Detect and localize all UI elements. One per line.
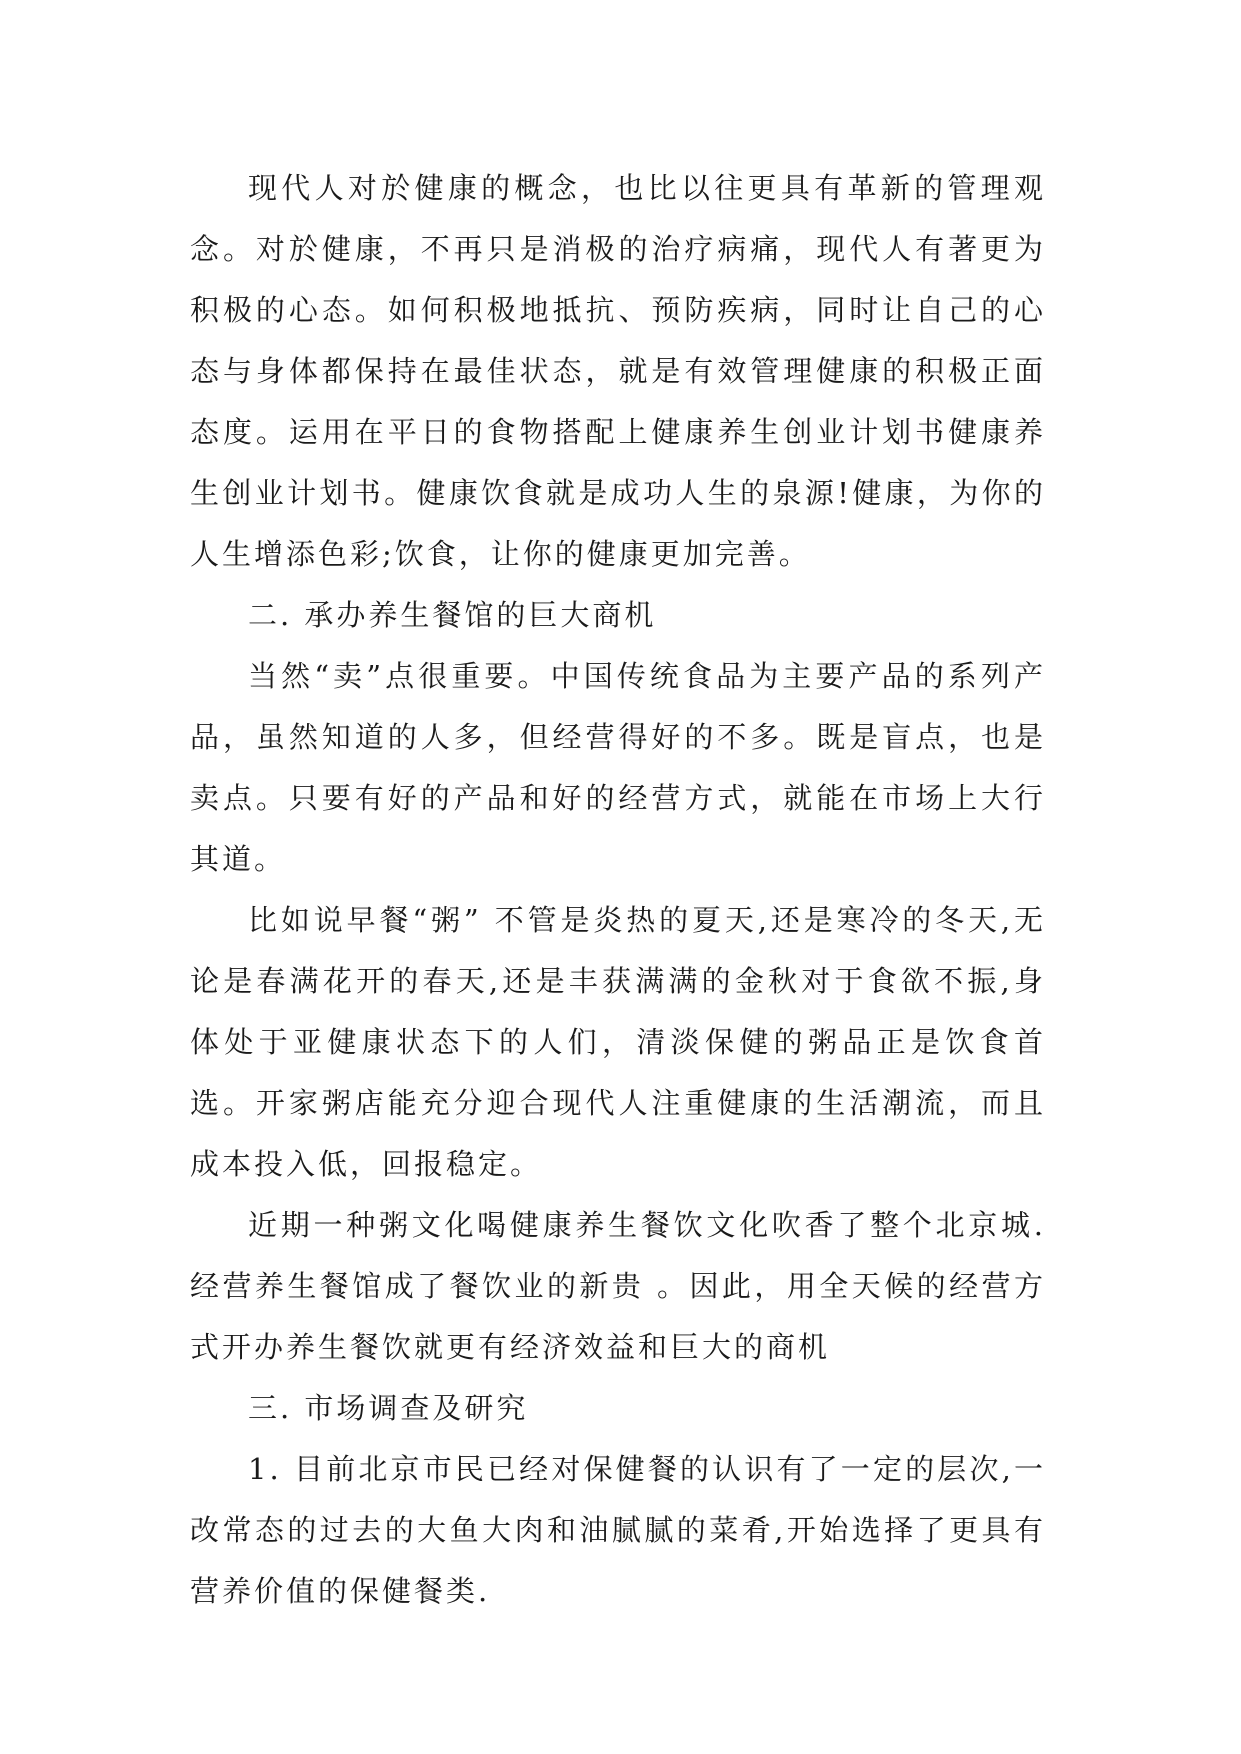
paragraph-market-point-1: 1. 目前北京市民已经对保健餐的认识有了一定的层次,一改常态的过去的大鱼大肉和油腻腻的菜肴,开始选择了更具有营养价值的保健餐类.: [190, 1452, 1046, 1608]
section-heading-business-opportunity: 二. 承办养生餐馆的巨大商机: [248, 598, 657, 632]
section-heading-market-research: 三. 市场调查及研究: [248, 1391, 529, 1425]
paragraph-selling-point: 当然“卖”点很重要。中国传统食品为主要产品的系列产品，虽然知道的人多，但经营得好的不多。既是盲点，也是卖点。只要有好的产品和好的经营方式，就能在市场上大行其道。: [190, 659, 1046, 876]
document-body: [190, 158, 1046, 1622]
paragraph-porridge-example: 比如说早餐“粥” 不管是炎热的夏天,还是寒冷的冬天,无论是春满花开的春天,还是丰获满满的金秋对于食欲不振,身体处于亚健康状态下的人们，清淡保健的粥品正是饮食首选。开家粥店能充分迎合现代人注重健康的生活潮流，而且成本投入低，回报稳定。: [190, 903, 1046, 1181]
paragraph-health-concept: 现代人对於健康的概念，也比以往更具有革新的管理观念。对於健康，不再只是消极的治疗病痛，现代人有著更为积极的心态。如何积极地抵抗、预防疾病，同时让自己的心态与身体都保持在最佳状态，就是有效管理健康的积极正面态度。运用在平日的食物搭配上健康养生创业计划书健康养生创业计划书。健康饮食就是成功人生的泉源!健康，为你的人生增添色彩;饮食，让你的健康更加完善。: [190, 171, 1046, 571]
paragraph-porridge-culture: 近期一种粥文化喝健康养生餐饮文化吹香了整个北京城.经营养生餐馆成了餐饮业的新贵 。因此，用全天候的经营方式开办养生餐饮就更有经济效益和巨大的商机: [190, 1208, 1046, 1364]
